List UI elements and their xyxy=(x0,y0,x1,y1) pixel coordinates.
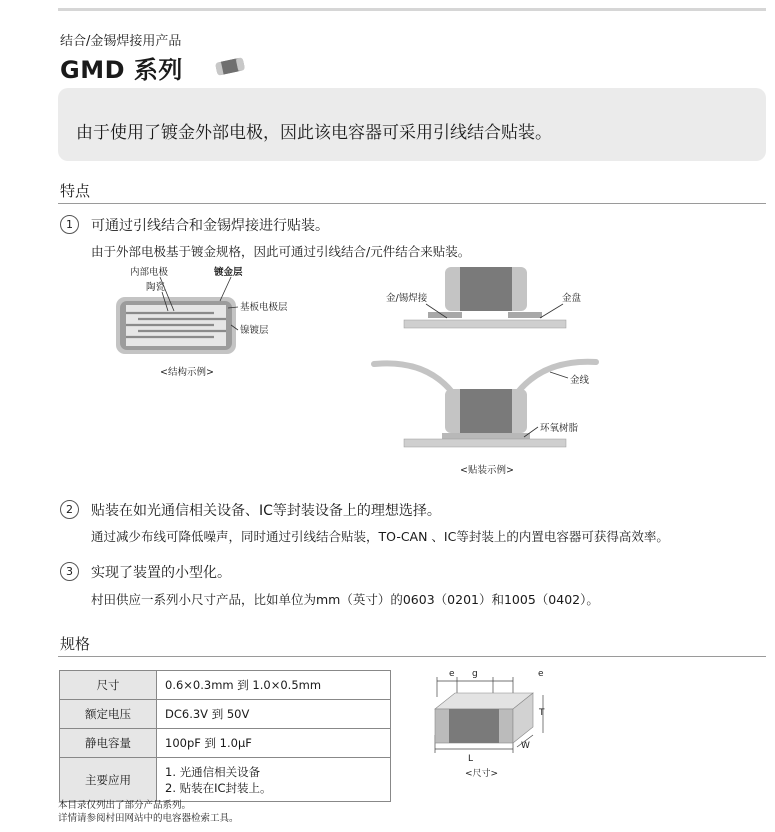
dim-label-l: L xyxy=(468,754,474,764)
structure-diagram xyxy=(110,263,340,383)
application-line-2: 2. 贴装在IC封装上。 xyxy=(165,780,272,795)
table-row xyxy=(60,671,391,700)
table-row xyxy=(60,758,391,802)
mounting-diagram xyxy=(370,262,610,480)
table-row xyxy=(60,729,391,758)
application-line-1: 1. 光通信相关设备 xyxy=(165,764,261,779)
spec-value: 100pF 到 1.0μF xyxy=(157,729,391,758)
feature-desc-3: 村田供应一系列小尺寸产品，比如单位为mm（英寸）的0603（0201）和1005（0402）。 xyxy=(91,592,599,607)
feature-title-3: 实现了装置的小型化。 xyxy=(91,565,231,581)
label-gold-pad: 金盘 xyxy=(562,293,582,304)
label-substrate-electrode: 基板电极层 xyxy=(240,302,288,313)
spec-key: 静电容量 xyxy=(60,729,157,758)
dimension-caption: <尺寸> xyxy=(465,769,499,779)
summary-text: 由于使用了镀金外部电极，因此该电容器可采用引线结合贴装。 xyxy=(76,123,552,143)
dim-label-g: g xyxy=(472,669,478,679)
specs-rule xyxy=(58,656,766,657)
footnote-1: 本目录仅列出了部分产品系列。 xyxy=(58,800,192,811)
feature-title-2: 贴装在如光通信相关设备、IC等封装设备上的理想选择。 xyxy=(91,503,441,519)
label-gold-layer: 镀金层 xyxy=(214,267,243,278)
label-au-sn-solder: 金/锡焊接 xyxy=(386,293,428,304)
footnote-2: 详情请参阅村田网站中的电容器检索工具。 xyxy=(58,813,239,824)
label-nickel-layer: 镍镀层 xyxy=(240,325,269,336)
spec-key: 主要应用 xyxy=(60,758,157,802)
specs-table xyxy=(59,670,391,802)
dim-label-e1: e xyxy=(449,669,455,679)
dimension-diagram xyxy=(425,665,575,783)
dim-label-e2: e xyxy=(538,669,544,679)
spec-value: DC6.3V 到 50V xyxy=(157,700,391,729)
dim-label-t: T xyxy=(539,708,545,718)
label-gold-wire: 金线 xyxy=(570,375,590,386)
table-row xyxy=(60,700,391,729)
label-ceramic: 陶瓷 xyxy=(146,282,166,293)
spec-value: 0.6×0.3mm 到 1.0×0.5mm xyxy=(157,671,391,700)
feature-number-2: 2 xyxy=(60,500,79,519)
chip-capacitor-icon xyxy=(213,55,247,77)
product-category: 结合/金锡焊接用产品 xyxy=(60,34,182,49)
specs-heading: 规格 xyxy=(60,635,91,653)
top-rule xyxy=(58,8,766,11)
label-inner-electrode: 内部电极 xyxy=(130,267,169,278)
feature-title-1: 可通过引线结合和金锡焊接进行贴装。 xyxy=(91,218,329,234)
structure-caption: <结构示例> xyxy=(160,367,214,378)
mounting-caption: <贴装示例> xyxy=(460,465,514,476)
spec-value xyxy=(157,758,391,802)
spec-key: 尺寸 xyxy=(60,671,157,700)
feature-number-1: 1 xyxy=(60,215,79,234)
feature-desc-1: 由于外部电极基于镀金规格，因此可通过引线结合/元件结合来贴装。 xyxy=(91,244,471,259)
spec-key: 额定电压 xyxy=(60,700,157,729)
dim-label-w: W xyxy=(521,741,530,751)
label-epoxy: 环氧树脂 xyxy=(540,423,579,434)
page-title: GMD 系列 xyxy=(60,56,183,84)
feature-desc-2: 通过减少布线可降低噪声，同时通过引线结合贴装，TO-CAN 、IC等封装上的内置电容器可获得高效率。 xyxy=(91,529,669,544)
features-heading: 特点 xyxy=(60,182,91,200)
feature-number-3: 3 xyxy=(60,562,79,581)
features-rule xyxy=(58,203,766,204)
